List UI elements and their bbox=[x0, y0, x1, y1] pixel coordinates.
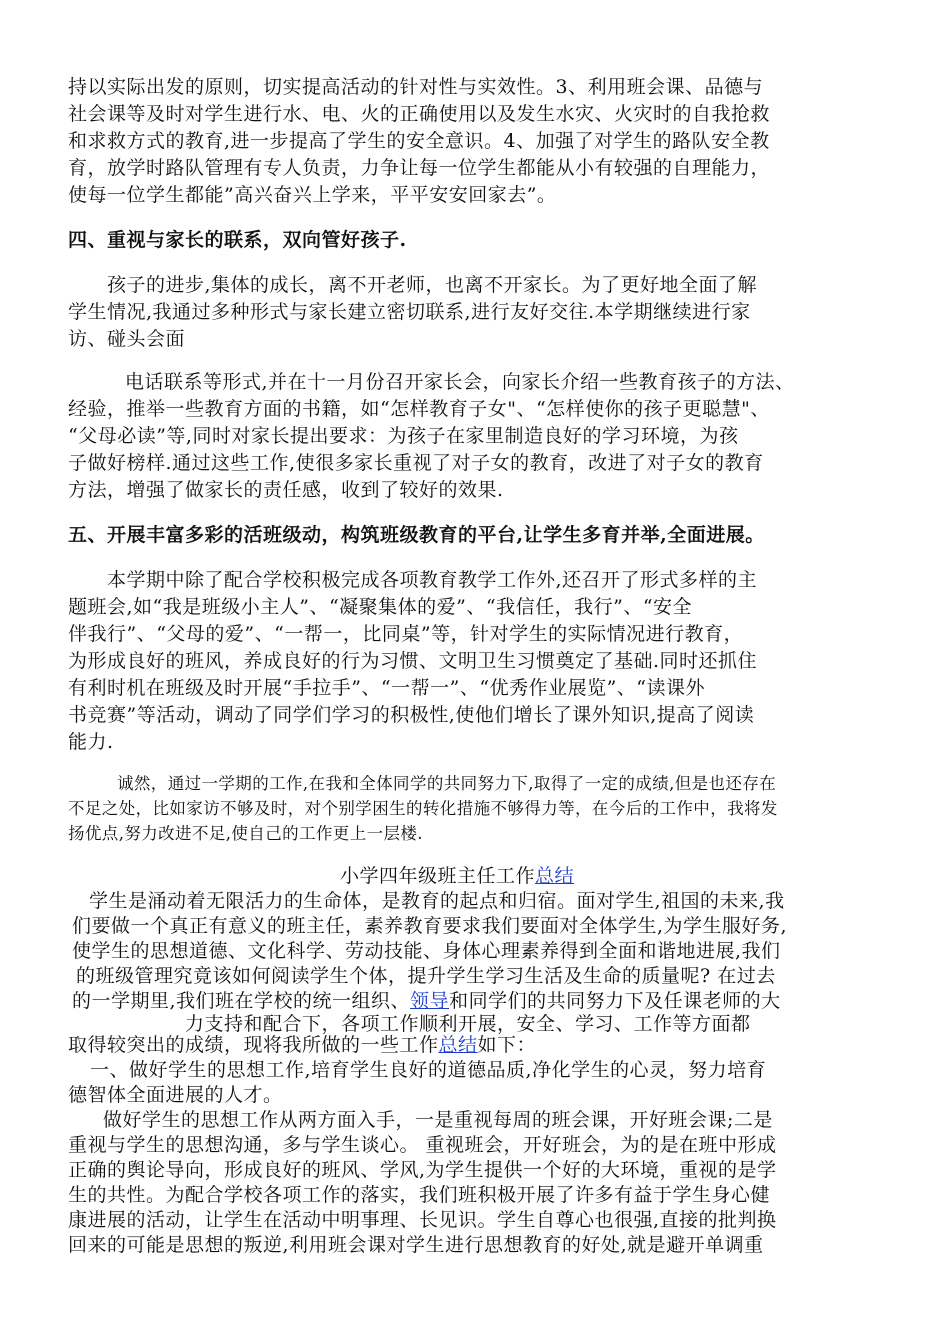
paragraph-line: 康进展的活动，让学生在活动中明事理、长见识。学生自尊心也很强,直接的批判换 bbox=[68, 1209, 777, 1231]
paragraph-line: 的班级管理究竟该如何阅读学生个体，提升学生学习生活及生命的质量呢? 在过去 bbox=[76, 965, 776, 987]
paragraph-line: 伴我行”、“父母的爱”、“一帮一，比同桌”等，针对学生的实际情况进行教育， bbox=[68, 623, 744, 645]
line-text: 的一学期里,我们班在学校的统一组织、 bbox=[72, 990, 411, 1012]
line-text: 如下： bbox=[477, 1034, 537, 1056]
paragraph-line: 重视与学生的思想沟通，多与学生谈心。 重视班会，开好班会，为的是在班中形成 bbox=[68, 1134, 777, 1156]
paragraph-line: 力支持和配合下，各项工作顺利开展，安全、学习、工作等方面都 bbox=[185, 1013, 751, 1035]
paragraph-line bbox=[72, 989, 781, 1013]
summary-link[interactable]: 总结 bbox=[438, 1034, 478, 1056]
section-heading: 四、重视与家长的联系，双向管好孩子. bbox=[68, 229, 407, 251]
paragraph-line: 访、碰头会面 bbox=[68, 328, 186, 350]
paragraph-line bbox=[68, 1033, 536, 1057]
section-heading: 五、开展丰富多彩的活班级动，构筑班级教育的平台,让学生多育并举,全面进展。 bbox=[68, 524, 765, 546]
paragraph-line: 经验，推举一些教育方面的书籍，如“怎样教育子女"、“怎样使你的孩子更聪慧"、 bbox=[68, 398, 770, 420]
paragraph-line: 方法，增强了做家长的责任感，收到了较好的效果. bbox=[68, 479, 504, 501]
paragraph-line: 回来的可能是思想的叛逆,利用班会课对学生进行思想教育的好处,就是避开单调重 bbox=[68, 1234, 764, 1256]
paragraph-line: 为形成良好的班风，养成良好的行为习惯、文明卫生习惯奠定了基础.同时还抓住 bbox=[68, 650, 758, 672]
paragraph-line: 书竞赛”等活动，调动了同学们学习的积极性,使他们增长了课外知识,提高了阅读 bbox=[68, 704, 755, 726]
line-text: 和同学们的共同努力下及任课老师的大 bbox=[449, 990, 781, 1012]
document-title bbox=[340, 864, 574, 888]
conclusion-line: 诚然，通过一学期的工作,在我和全体同学的共同努力下,取得了一定的成绩,但是也还存在 bbox=[117, 774, 777, 793]
paragraph-line: 有利时机在班级及时开展“手拉手”、“一帮一”、“优秀作业展览”、“读课外 bbox=[68, 677, 705, 699]
paragraph-line: 能力. bbox=[68, 731, 114, 753]
paragraph-line: 使学生的思想道德、文化科学、劳动技能、身体心理素养得到全面和谐地进展,我们 bbox=[72, 940, 781, 962]
paragraph-line: 正确的舆论导向，形成良好的班风、学风,为学生提供一个好的大环境，重视的是学 bbox=[68, 1159, 777, 1181]
paragraph-line: 们要做一个真正有意义的班主任，素养教育要求我们要面对全体学生,为学生服好务, bbox=[72, 915, 788, 937]
list-item: 德智体全面进展的人才。 bbox=[68, 1084, 283, 1106]
intro-line: 育，放学时路队管理有专人负责，力争让每一位学生都能从小有较强的自理能力， bbox=[68, 157, 771, 179]
title-text: 小学四年级班主任工作 bbox=[340, 865, 536, 887]
intro-line: 和求救方式的教育,进一步提高了学生的安全意识。4、加强了对学生的路队安全教 bbox=[68, 130, 770, 152]
intro-line: 社会课等及时对学生进行水、电、火的正确使用以及发生水灾、火灾时的自我抢救 bbox=[68, 103, 771, 125]
line-text: 取得较突出的成绩，现将我所做的一些工作 bbox=[68, 1034, 439, 1056]
paragraph-line: 题班会,如“我是班级小主人”、“凝聚集体的爱”、“我信任，我行”、“安全 bbox=[68, 596, 693, 618]
paragraph-line: 电话联系等形式,并在十一月份召开家长会，向家长介绍一些教育孩子的方法、 bbox=[125, 371, 795, 393]
summary-link[interactable]: 总结 bbox=[535, 865, 575, 887]
paragraph-line: 子做好榜样.通过这些工作,使很多家长重视了对子女的教育，改进了对子女的教育 bbox=[68, 452, 764, 474]
leadership-link[interactable]: 领导 bbox=[410, 990, 450, 1012]
paragraph-line: 做好学生的思想工作从两方面入手，一是重视每周的班会课，开好班会课;二是 bbox=[103, 1109, 773, 1131]
intro-line: 使每一位学生都能”高兴奋兴上学来，平平安安回家去”。 bbox=[68, 184, 557, 206]
paragraph-line: 生的共性。为配合学校各项工作的落实，我们班积极开展了许多有益于学生身心健 bbox=[68, 1184, 771, 1206]
conclusion-line: 扬优点,努力改进不足,使自己的工作更上一层楼. bbox=[68, 824, 423, 843]
list-item: 一、做好学生的思想工作,培育学生良好的道德品质,净化学生的心灵，努力培育 bbox=[90, 1059, 767, 1081]
paragraph-line: 本学期中除了配合学校积极完成各项教育教学工作外,还召开了形式多样的主 bbox=[107, 569, 758, 591]
paragraph-line: 学生情况,我通过多种形式与家长建立密切联系,进行友好交往.本学期继续进行家 bbox=[68, 301, 751, 323]
paragraph-line: 孩子的进步,集体的成长，离不开老师，也离不开家长。为了更好地全面了解 bbox=[107, 274, 758, 296]
conclusion-line: 不足之处，比如家访不够及时，对个别学困生的转化措施不够得力等，在今后的工作中，我将发 bbox=[68, 799, 778, 818]
paragraph-line: “父母必读”等,同时对家长提出要求：为孩子在家里制造良好的学习环境，为孩 bbox=[68, 425, 739, 447]
paragraph-line: 学生是涌动着无限活力的生命体，是教育的起点和归宿。面对学生,祖国的未来,我 bbox=[89, 890, 785, 912]
intro-line: 持以实际出发的原则，切实提高活动的针对性与实效性。3、利用班会课、品德与 bbox=[68, 76, 764, 98]
